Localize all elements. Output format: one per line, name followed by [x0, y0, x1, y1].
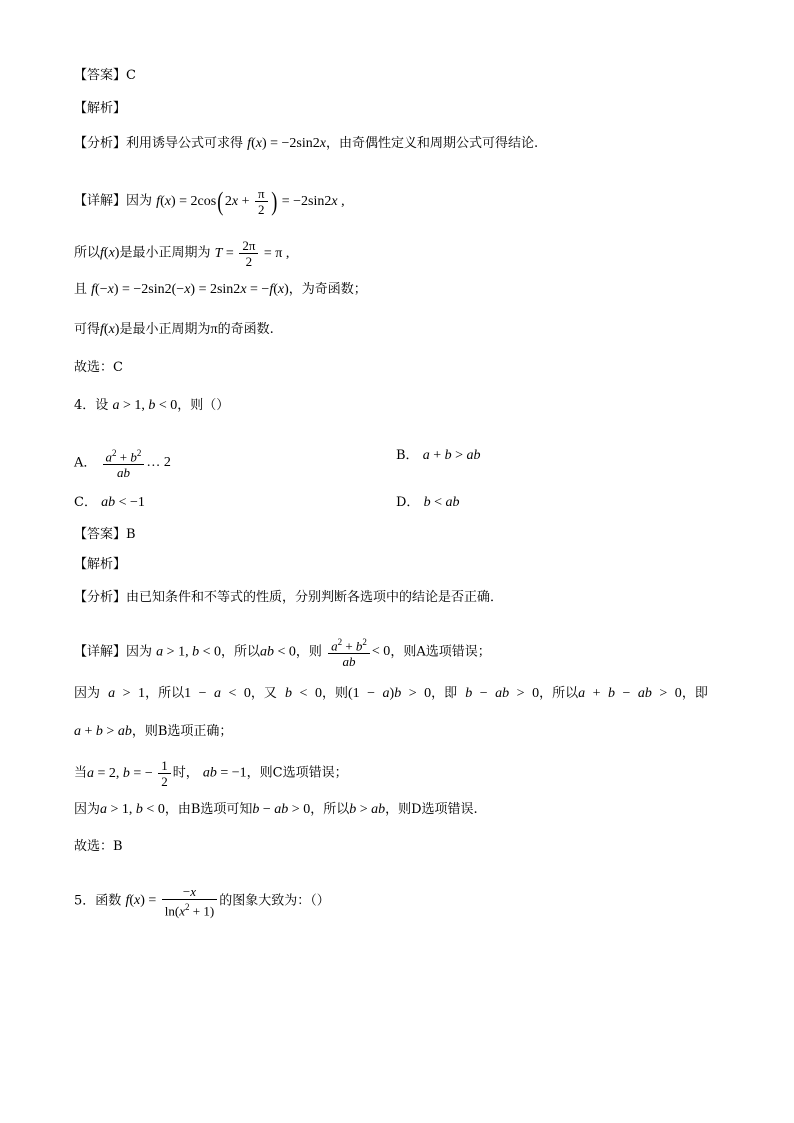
formula: ab < −1	[101, 495, 145, 510]
text: ，又	[250, 686, 277, 701]
text: 是最小正周期为	[119, 245, 211, 261]
text: 且	[74, 282, 88, 297]
question-number: 5．	[74, 893, 96, 909]
text: 是最小正周期为	[119, 322, 211, 337]
text: 时，	[172, 765, 199, 781]
q3-xiangjie	[74, 186, 345, 217]
formula: f(x) = −2sin2x	[247, 136, 326, 151]
text: ，则	[295, 644, 322, 660]
fenxi-text-end: ，由奇偶性定义和周期公式可得结论.	[325, 136, 539, 151]
formula: (1 − a)b > 0	[347, 686, 432, 701]
formula: a + b > ab	[422, 448, 481, 463]
formula: f(x)	[100, 245, 120, 261]
text: 所以	[74, 245, 101, 261]
option-label: C．	[74, 495, 97, 510]
formula: $\frac{a^2 + b^2}{ab}$ … 2	[101, 455, 171, 470]
answer-tag: 【答案】	[74, 527, 127, 542]
text: 因为	[126, 644, 153, 660]
formula: f(−x) = −2sin2(−x) = 2sin2x = −f(x)	[91, 282, 289, 297]
fenxi-text: 利用诱导公式可求得	[126, 136, 244, 151]
q3-fenxi	[74, 134, 538, 154]
answer-value: C	[126, 68, 136, 83]
q3-analysis-label: 【解析】	[74, 101, 127, 116]
formula: $\frac{a^2 + b^2}{ab}$ < 0	[326, 644, 390, 659]
q4-xiangjie-line3	[74, 722, 232, 742]
q4-xiangjie-line2	[74, 684, 708, 704]
formula: b < 0	[285, 686, 322, 701]
fenxi-text: 由已知条件和不等式的性质，分别判断各选项中的结论是否正确．	[126, 590, 504, 605]
formula: b < ab	[423, 495, 460, 510]
text: 因为	[74, 686, 101, 701]
text: 当	[74, 765, 88, 781]
formula: f(x)	[100, 322, 120, 337]
q4-option-d[interactable]	[396, 493, 459, 513]
text: ，则	[321, 686, 348, 701]
q4-option-a[interactable]	[74, 446, 171, 480]
formula: b − ab > 0	[465, 686, 540, 701]
formula: b > ab	[349, 802, 386, 817]
q3-answer-line	[74, 66, 136, 86]
formula: a > 1, b < 0	[156, 644, 221, 660]
formula: ab < 0	[260, 644, 296, 660]
formula: ab = −1	[202, 765, 247, 781]
formula: a > 1, b < 0	[100, 802, 165, 817]
text: 函数	[95, 893, 122, 909]
text: 的奇函数.	[217, 322, 274, 337]
q4-option-b[interactable]	[396, 446, 481, 466]
formula: T = $\frac{2\pi}{2}$ = π ,	[214, 238, 290, 269]
formula: a > 1	[108, 686, 146, 701]
text: ，则A选项错误；	[390, 644, 491, 660]
fenxi-tag: 【分析】	[74, 136, 127, 151]
text: ，由B选项可知	[164, 802, 253, 817]
text: ，则D选项错误.	[385, 802, 478, 817]
q3-conclusion-line	[74, 320, 274, 340]
text: 可得	[74, 322, 101, 337]
q4-xiangjie-line5	[74, 800, 478, 820]
answer-value: B	[126, 527, 136, 542]
option-label: A．	[74, 455, 97, 471]
q3-choice: 故选：C	[74, 360, 123, 375]
text: 因为	[74, 802, 101, 817]
xiangjie-tag: 【详解】	[74, 193, 127, 209]
text: ，所以	[310, 802, 350, 817]
fenxi-tag: 【分析】	[74, 590, 127, 605]
q3-period-line	[74, 238, 289, 269]
formula: 1 − a < 0	[184, 686, 251, 701]
formula: f(x) = 2cos(2x + $\frac{\pi}{2}$ ) = −2sin2x ,	[156, 186, 345, 217]
xiangjie-tag: 【详解】	[74, 644, 127, 660]
answer-tag: 【答案】	[74, 68, 127, 83]
q4-stem	[74, 396, 229, 416]
text: 的图象大致为：（）	[219, 893, 330, 909]
q4-analysis-label: 【解析】	[74, 557, 127, 572]
text: ，所以	[539, 686, 579, 701]
formula: a = 2, b = − $\frac{1}{2}$	[87, 766, 173, 781]
text: ，则B选项正确；	[131, 724, 233, 739]
text: ，所以	[145, 686, 185, 701]
text: ，则（）	[177, 398, 230, 413]
formula: b − ab > 0	[252, 802, 311, 817]
option-label: B．	[396, 448, 419, 463]
question-number: 4．	[74, 398, 96, 413]
q4-fenxi	[74, 588, 503, 608]
formula: π	[210, 322, 218, 337]
text: 设	[95, 398, 109, 413]
text: ，则C选项错误；	[246, 765, 348, 781]
formula: a > 1, b < 0	[112, 398, 178, 413]
text: ，为奇函数；	[288, 282, 367, 297]
q4-xiangjie-line4	[74, 758, 348, 789]
q4-answer-line	[74, 525, 136, 545]
q3-odd-line	[74, 280, 367, 300]
text: ，即	[431, 686, 458, 701]
formula: a + b > ab	[74, 724, 132, 739]
q5-stem	[74, 884, 330, 918]
text: ，即	[681, 686, 708, 701]
formula: a + b − ab > 0	[578, 686, 682, 701]
q4-xiangjie-line1	[74, 635, 491, 669]
option-label: D．	[396, 495, 420, 510]
q4-option-c[interactable]	[74, 493, 145, 513]
text: ，所以	[220, 644, 260, 660]
q4-choice: 故选：B	[74, 839, 123, 854]
xiangjie-text: 因为	[126, 193, 153, 209]
formula: f(x) = $\frac{-x}{\ln(x^2 + 1)}$	[125, 893, 219, 908]
